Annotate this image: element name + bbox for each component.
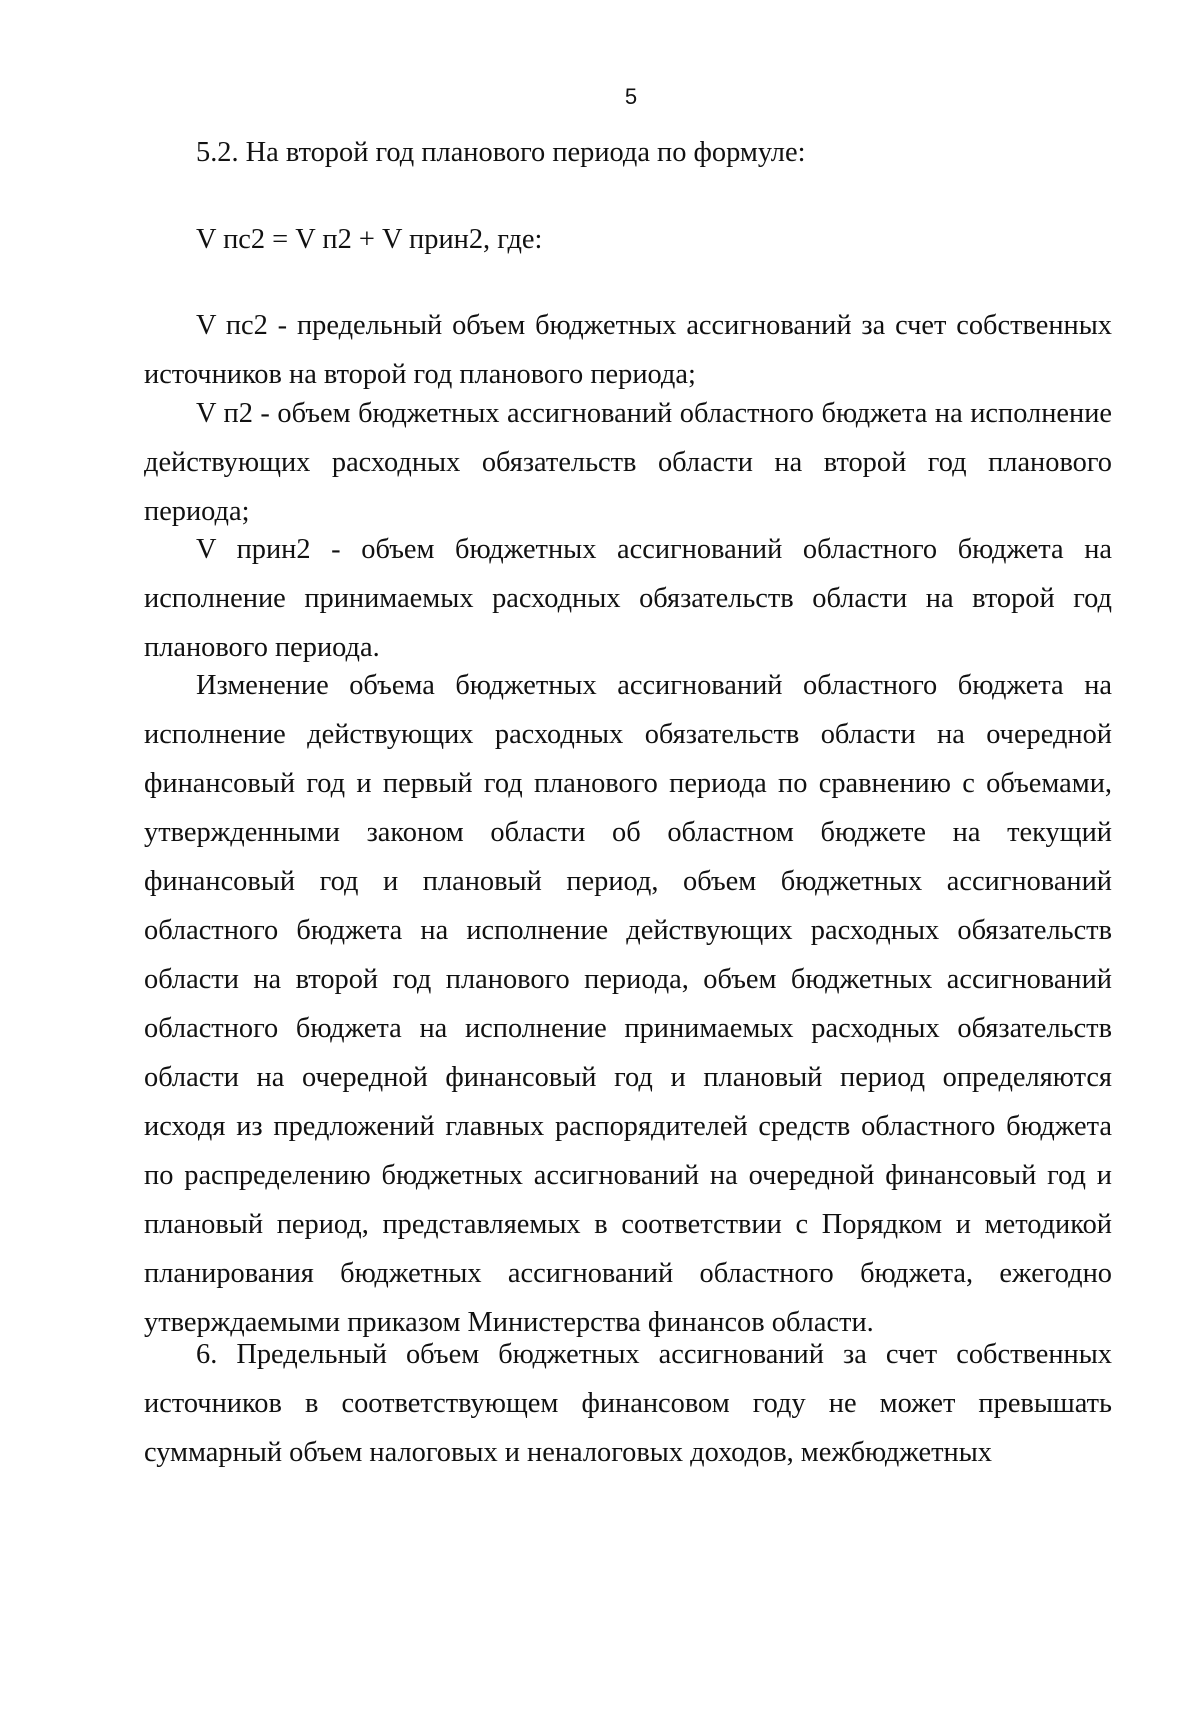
- item-6-paragraph: 6. Предельный объем бюджетных ассигнований за счет собственных источников в соответствующем финансовом году не может превышать суммарный объем налоговых и неналоговых доходов, межбюджетных: [144, 1339, 1112, 1468]
- page-number: 5: [624, 84, 638, 109]
- definition-v-p2: V п2 - объем бюджетных ассигнований областного бюджета на исполнение действующих расходных обязательств области на второй год планового периода;: [144, 398, 1112, 527]
- section-heading: 5.2. На второй год планового периода по формуле:: [196, 137, 806, 168]
- change-paragraph: Изменение объема бюджетных ассигнований областного бюджета на исполнение действующих расходных обязательств области на очередной финансовый год и первый год планового периода по сравнению с объемами, утвержденными законом области об областном бюджете на текущий финансовый год и плановый период, объем бюджетных ассигнований областного бюджета на исполнение действующих расходных обязательств области на второй год планового периода, объем бюджетных ассигнований областного бюджета на исполнение принимаемых расходных обязательств области на очередной финансовый год и плановый период определяются исходя из предложений главных распорядителей средств областного бюджета по распределению бюджетных ассигнований на очередной финансовый год и плановый период, представляемых в соответствии с Порядком и методикой планирования бюджетных ассигнований областного бюджета, ежегодно утверждаемыми приказом Министерства финансов области.: [144, 670, 1112, 1338]
- definition-v-prin2: V прин2 - объем бюджетных ассигнований областного бюджета на исполнение принимаемых расходных обязательств области на второй год планового периода.: [144, 534, 1112, 663]
- formula-line: V пс2 = V п2 + V прин2, где:: [196, 224, 543, 255]
- definition-v-ps2: V пс2 - предельный объем бюджетных ассигнований за счет собственных источников на второй год планового периода;: [144, 310, 1112, 390]
